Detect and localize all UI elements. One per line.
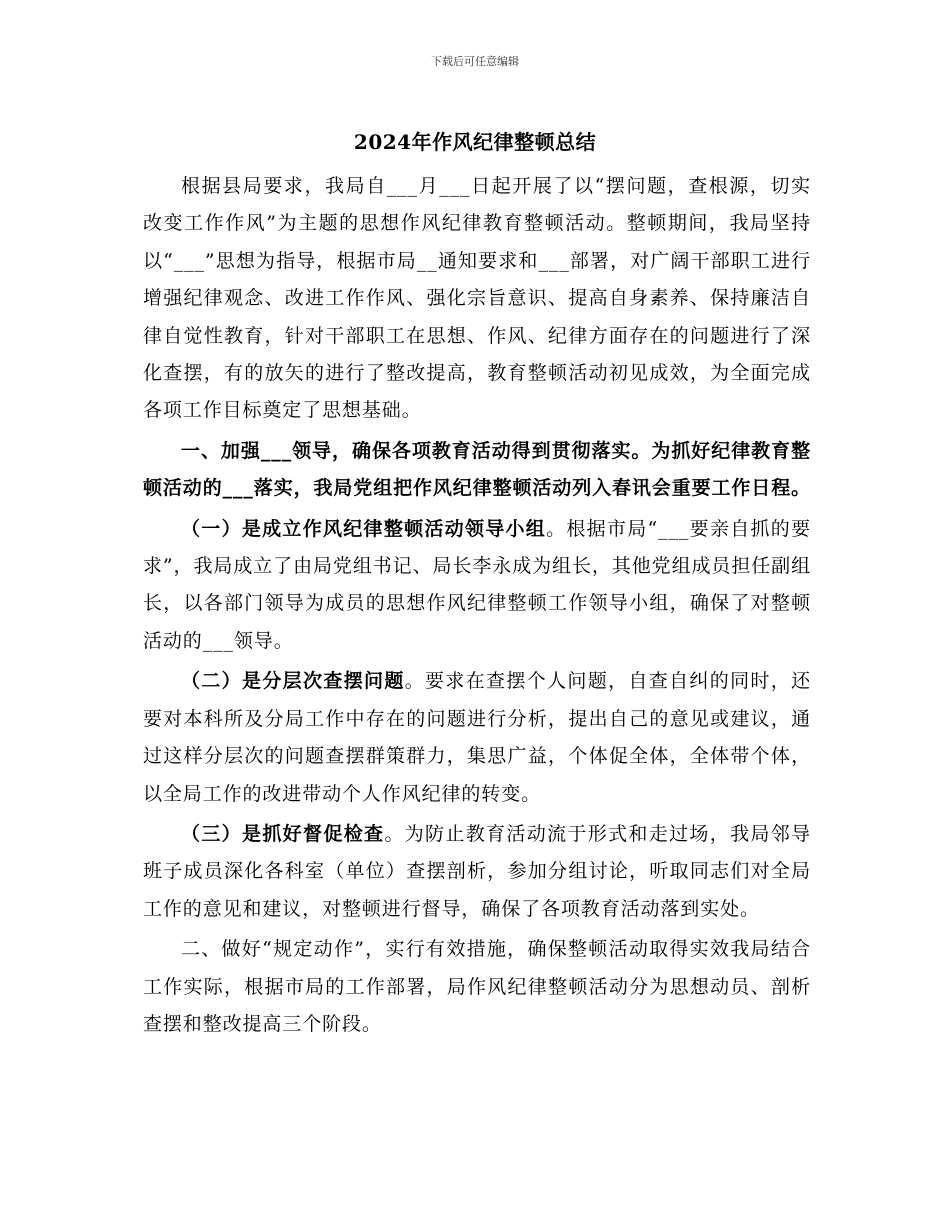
section-1-heading: 一、加强___领导，确保各项教育活动得到贯彻落实。为抓好纪律教育整顿活动的___落实，我局党组把作风纪律整顿活动列入春讯会重要工作日程。 <box>143 439 812 500</box>
paragraph-1-2 <box>143 663 811 813</box>
paragraph-1-3 <box>143 816 811 928</box>
paragraph-1-2-lead: （二）是分层次查摆问题 <box>181 670 405 693</box>
document-body <box>143 168 811 1046</box>
page-header: 下载后可任意编辑 <box>431 55 519 68</box>
section-2-paragraph: 二、做好“规定动作”，实行有效措施，确保整顿活动取得实效我局结合工作实际，根据市局的工作部署，局作风纪律整顿活动分为思想动员、剖析查摆和整改提高三个阶段。 <box>143 938 811 1035</box>
paragraph-1-1 <box>143 511 811 661</box>
paragraph-1-1-lead: （一）是成立作风纪律整顿活动领导小组 <box>181 517 547 540</box>
document-title: 2024年作风纪律整顿总结 <box>353 130 597 154</box>
paragraph-intro: 根据县局要求，我局自___月___日起开展了以“摆问题，查根源，切实改变工作作风”为主题的思想作风纪律教育整顿活动。整顿期间，我局坚持以“___”思想为指导，根据市局__通知要求和___部署，对广阔干部职工进行增强纪律观念、改进工作作风、强化宗旨意识、提高自身素养、保持廉洁自律自觉性教育，针对干部职工在思想、作风、纪律方面存在的问题进行了深化查摆，有的放矢的进行了整改提高，教育整顿活动初见成效，为全面完成各项工作目标奠定了思想基础。 <box>143 175 811 422</box>
paragraph-1-3-text: 。为防止教育活动流于形式和走过场，我局邻导班子成员深化各科室（单位）查摆剖析，参加分组讨论，听取同志们对全局工作的意见和建议，对整顿进行督导，确保了各项教育活动落到实处。 <box>143 822 811 920</box>
paragraph-1-3-lead: （三）是抓好督促检查 <box>181 822 385 845</box>
paragraph-1-2-text: 。要求在查摆个人问题，自查自纠的同时，还要对本科所及分局工作中存在的问题进行分析，提出自己的意见或建议，通过这样分层次的问题查摆群策群力，集思广益，个体促全体，全体带个体，以全局工作的改进带动个人作风纪律的转变。 <box>143 670 811 805</box>
paragraph-1-1-text: 。根据市局“___要亲自抓的要求”，我局成立了由局党组书记、局长李永成为组长，其他党组成员担任副组长，以各部门领导为成员的思想作风纪律整顿工作领导小组，确保了对整顿活动的___领导。 <box>143 517 811 652</box>
